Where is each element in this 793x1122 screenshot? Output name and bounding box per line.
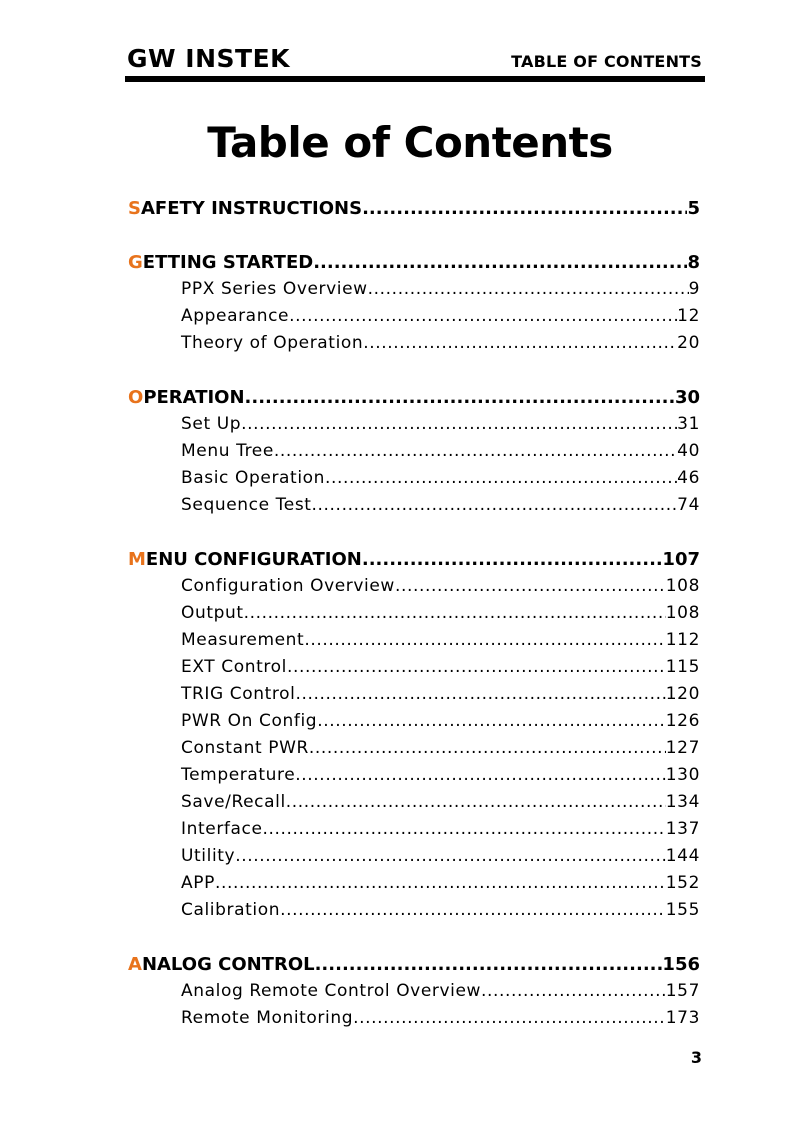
toc-page-number: 152: [665, 873, 700, 893]
toc-section: [128, 195, 700, 222]
toc-page-number: 8: [687, 252, 700, 273]
toc-subsection-entry[interactable]: [181, 708, 700, 735]
toc-page-number: 126: [665, 711, 700, 731]
toc-chapter-entry[interactable]: [128, 249, 700, 276]
toc-subsection-entry[interactable]: [181, 654, 700, 681]
toc-page-number: 155: [665, 900, 700, 920]
toc-chapter-title: [128, 951, 315, 978]
toc-subsection-title: Analog Remote Control Overview: [181, 981, 482, 1001]
dot-leader: [353, 1005, 666, 1032]
toc-subsection-entry[interactable]: [181, 816, 700, 843]
chapter-initial-letter: G: [128, 252, 143, 273]
toc-subsection-title: Sequence Test: [181, 495, 312, 515]
toc-page-number: 144: [665, 846, 700, 866]
toc-section: [128, 384, 700, 519]
dot-leader: [263, 816, 666, 843]
toc-subsection-title: Set Up: [181, 414, 242, 434]
toc-subsection-title: PWR On Config: [181, 711, 318, 731]
toc-subsection-entry[interactable]: [181, 438, 700, 465]
dot-leader: [241, 411, 677, 438]
page-number: 3: [690, 1048, 702, 1067]
dot-leader: [280, 897, 666, 924]
toc-subsection-entry[interactable]: [181, 411, 700, 438]
toc-page-number: 134: [665, 792, 700, 812]
toc-subsection-entry[interactable]: [181, 465, 700, 492]
toc-subsection-entry[interactable]: [181, 978, 700, 1005]
toc-subsection-title: Configuration Overview: [181, 576, 395, 596]
toc-page-number: 108: [665, 603, 700, 623]
toc-page-number: 130: [665, 765, 700, 785]
dot-leader: [295, 762, 665, 789]
dot-leader: [245, 384, 675, 411]
toc-section: [128, 951, 700, 1032]
brand-logo: GW INSTEK: [127, 44, 291, 73]
toc-subsection-entry[interactable]: [181, 1005, 700, 1032]
dot-leader: [287, 654, 666, 681]
chapter-title-rest: ENU CONFIGURATION: [145, 549, 362, 570]
toc-subsection-title: Temperature: [181, 765, 296, 785]
chapter-initial-letter: S: [128, 198, 141, 219]
toc-subsection-title: Theory of Operation: [181, 333, 364, 353]
toc-page-number: 157: [665, 981, 700, 1001]
toc-page-number: 74: [677, 495, 700, 515]
toc-page-number: 127: [665, 738, 700, 758]
dot-leader: [363, 330, 677, 357]
toc-page-number: 115: [665, 657, 700, 677]
toc-section: [128, 546, 700, 924]
chapter-initial-letter: M: [128, 549, 146, 570]
toc-subsection-title: Calibration: [181, 900, 281, 920]
dot-leader: [362, 195, 687, 222]
dot-leader: [309, 735, 666, 762]
toc-chapter-title: [128, 249, 313, 276]
toc-chapter-entry[interactable]: [128, 951, 700, 978]
toc-subsection-title: Utility: [181, 846, 236, 866]
dot-leader: [313, 249, 687, 276]
toc-subsection-entry[interactable]: [181, 681, 700, 708]
toc-page-number: 31: [677, 414, 700, 434]
toc-chapter-title: [128, 195, 362, 222]
dot-leader: [368, 276, 689, 303]
toc-subsection-entry[interactable]: [181, 627, 700, 654]
toc-subsection-entry[interactable]: [181, 303, 700, 330]
toc-subsection-title: Save/Recall: [181, 792, 286, 812]
toc-subsection-entry[interactable]: [181, 276, 700, 303]
toc-page-number: 156: [662, 954, 700, 975]
toc-subsection-title: APP: [181, 873, 215, 893]
dot-leader: [315, 951, 663, 978]
toc-subsection-title: Interface: [181, 819, 263, 839]
chapter-initial-letter: A: [128, 954, 142, 975]
toc-page-number: 137: [665, 819, 700, 839]
toc-subsection-title: Menu Tree: [181, 441, 274, 461]
toc-subsection-entry[interactable]: [181, 330, 700, 357]
toc-page-number: 108: [665, 576, 700, 596]
toc-chapter-entry[interactable]: [128, 195, 700, 222]
section-spacer: [128, 519, 700, 546]
toc-page-number: 9: [688, 279, 700, 299]
page-header: [125, 44, 705, 82]
dot-leader: [325, 465, 677, 492]
chapter-title-rest: PERATION: [143, 387, 245, 408]
toc-page-number: 46: [677, 468, 700, 488]
toc-subsection-entry[interactable]: [181, 843, 700, 870]
chapter-title-rest: AFETY INSTRUCTIONS: [140, 198, 363, 219]
dot-leader: [215, 870, 666, 897]
toc-subsection-entry[interactable]: [181, 870, 700, 897]
dot-leader: [362, 546, 663, 573]
chapter-title-rest: NALOG CONTROL: [141, 954, 315, 975]
dot-leader: [244, 600, 666, 627]
toc-page-number: 120: [665, 684, 700, 704]
header-rule: [125, 76, 705, 82]
dot-leader: [295, 681, 665, 708]
toc-subsection-entry[interactable]: [181, 573, 700, 600]
toc-page-number: 112: [665, 630, 700, 650]
dot-leader: [395, 573, 666, 600]
dot-leader: [286, 789, 666, 816]
chapter-initial-letter: O: [128, 387, 144, 408]
dot-leader: [235, 843, 666, 870]
toc-page-number: 30: [674, 387, 700, 408]
toc-page-number: 107: [662, 549, 700, 570]
toc-page-number: 173: [665, 1008, 700, 1028]
toc-chapter-entry[interactable]: [128, 546, 700, 573]
toc-page-number: 5: [687, 198, 700, 219]
toc-subsection-title: PPX Series Overview: [181, 279, 368, 299]
toc-subsection-title: Constant PWR: [181, 738, 309, 758]
toc-subsection-title: Basic Operation: [181, 468, 326, 488]
dot-leader: [274, 438, 677, 465]
dot-leader: [312, 492, 678, 519]
dot-leader: [304, 627, 665, 654]
toc-subsection-title: Output: [181, 603, 244, 623]
toc-page-number: 12: [677, 306, 700, 326]
table-of-contents: [128, 195, 700, 1032]
toc-subsection-entry[interactable]: [181, 897, 700, 924]
toc-subsection-entry[interactable]: [181, 762, 700, 789]
toc-subsection-title: Remote Monitoring: [181, 1008, 354, 1028]
toc-page-number: 20: [677, 333, 700, 353]
toc-subsection-entry[interactable]: [181, 492, 700, 519]
toc-subsection-entry[interactable]: [181, 600, 700, 627]
toc-chapter-title: [128, 546, 362, 573]
running-header-title: TABLE OF CONTENTS: [511, 52, 702, 71]
dot-leader: [317, 708, 666, 735]
chapter-title-rest: ETTING STARTED: [142, 252, 314, 273]
toc-subsection-title: EXT Control: [181, 657, 287, 677]
dot-leader: [481, 978, 666, 1005]
toc-subsection-title: Measurement: [181, 630, 305, 650]
toc-section: [128, 249, 700, 357]
toc-chapter-title: [128, 384, 245, 411]
dot-leader: [289, 303, 677, 330]
toc-chapter-entry[interactable]: [128, 384, 700, 411]
section-spacer: [128, 357, 700, 384]
toc-subsection-entry[interactable]: [181, 735, 700, 762]
toc-page-number: 40: [677, 441, 700, 461]
page-title: Table of Contents: [207, 118, 613, 167]
section-spacer: [128, 924, 700, 951]
toc-subsection-entry[interactable]: [181, 789, 700, 816]
section-spacer: [128, 222, 700, 249]
toc-subsection-title: Appearance: [181, 306, 290, 326]
toc-subsection-title: TRIG Control: [181, 684, 296, 704]
